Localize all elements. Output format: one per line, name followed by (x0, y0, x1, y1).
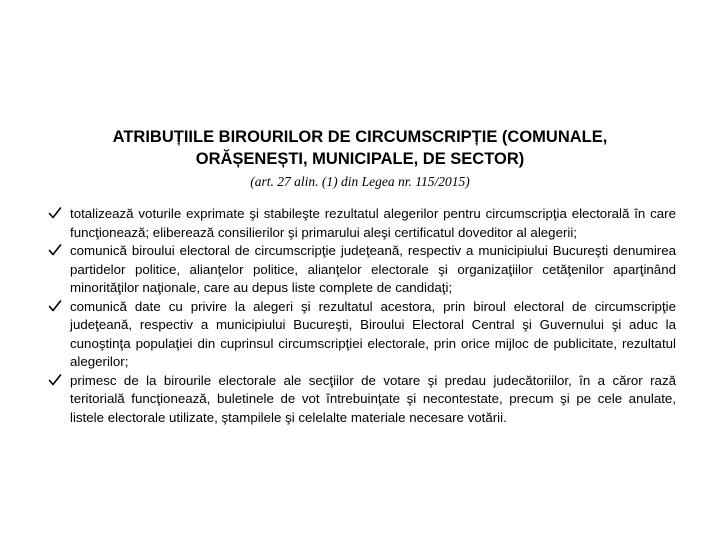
list-item (44, 242, 676, 298)
slide-title (60, 126, 660, 170)
list-item (44, 205, 676, 242)
list-item-text: primesc de la birourile electorale ale secţiilor de votare şi predau judecătoriilor, în a căror rază teritorială funcţionează, buletinele de vot întrebuinţate şi necontestate, precum şi pe cele anulate, listele electorale utilizate, ştampilele şi celelalte materiale necesare votării. (70, 372, 676, 425)
list-item-text: comunică date cu privire la alegeri şi rezultatul acestora, prin biroul electoral de circumscripţie judeţeană, respectiv a municipiului Bucureşti, Biroului Electoral Central şi Guvernului şi aduc la cunoştinţa populaţiei din cuprinsul circumscripţiei electorale, prin orice mijloc de publicitate, rezultatul alegerilor; (70, 298, 676, 369)
checkmark-icon (48, 243, 62, 257)
checkmark-icon (48, 373, 62, 387)
list-item (44, 372, 676, 428)
list-item (44, 298, 676, 372)
title-line-2: ORĂȘENEȘTI, MUNICIPALE, DE SECTOR) (195, 150, 525, 168)
checkmark-icon (48, 206, 62, 220)
checkmark-icon (48, 299, 62, 313)
legal-reference: (art. 27 alin. (1) din Legea nr. 115/2015) (250, 174, 470, 189)
list-item-text: comunică biroului electoral de circumscripţie judeţeană, respectiv a municipiului Bucureşti denumirea partidelor politice, alianţelor politice, alianţelor electorale şi organizaţiilor cetăţenilor aparţinând minorităţilor naţionale, care au depus liste complete de candidaţi; (70, 243, 676, 295)
title-line-1: ATRIBUȚIILE BIROURILOR DE CIRCUMSCRIPȚIE (COMUNALE, (112, 128, 608, 146)
list-item-text: totalizează voturile exprimate şi stabileşte rezultatul alegerilor pentru circumscripţia electorală în care funcţionează; eliberează consilierilor şi primarului aleşi certificatul doveditor al alegerii; (70, 206, 676, 240)
duties-list (44, 205, 676, 427)
